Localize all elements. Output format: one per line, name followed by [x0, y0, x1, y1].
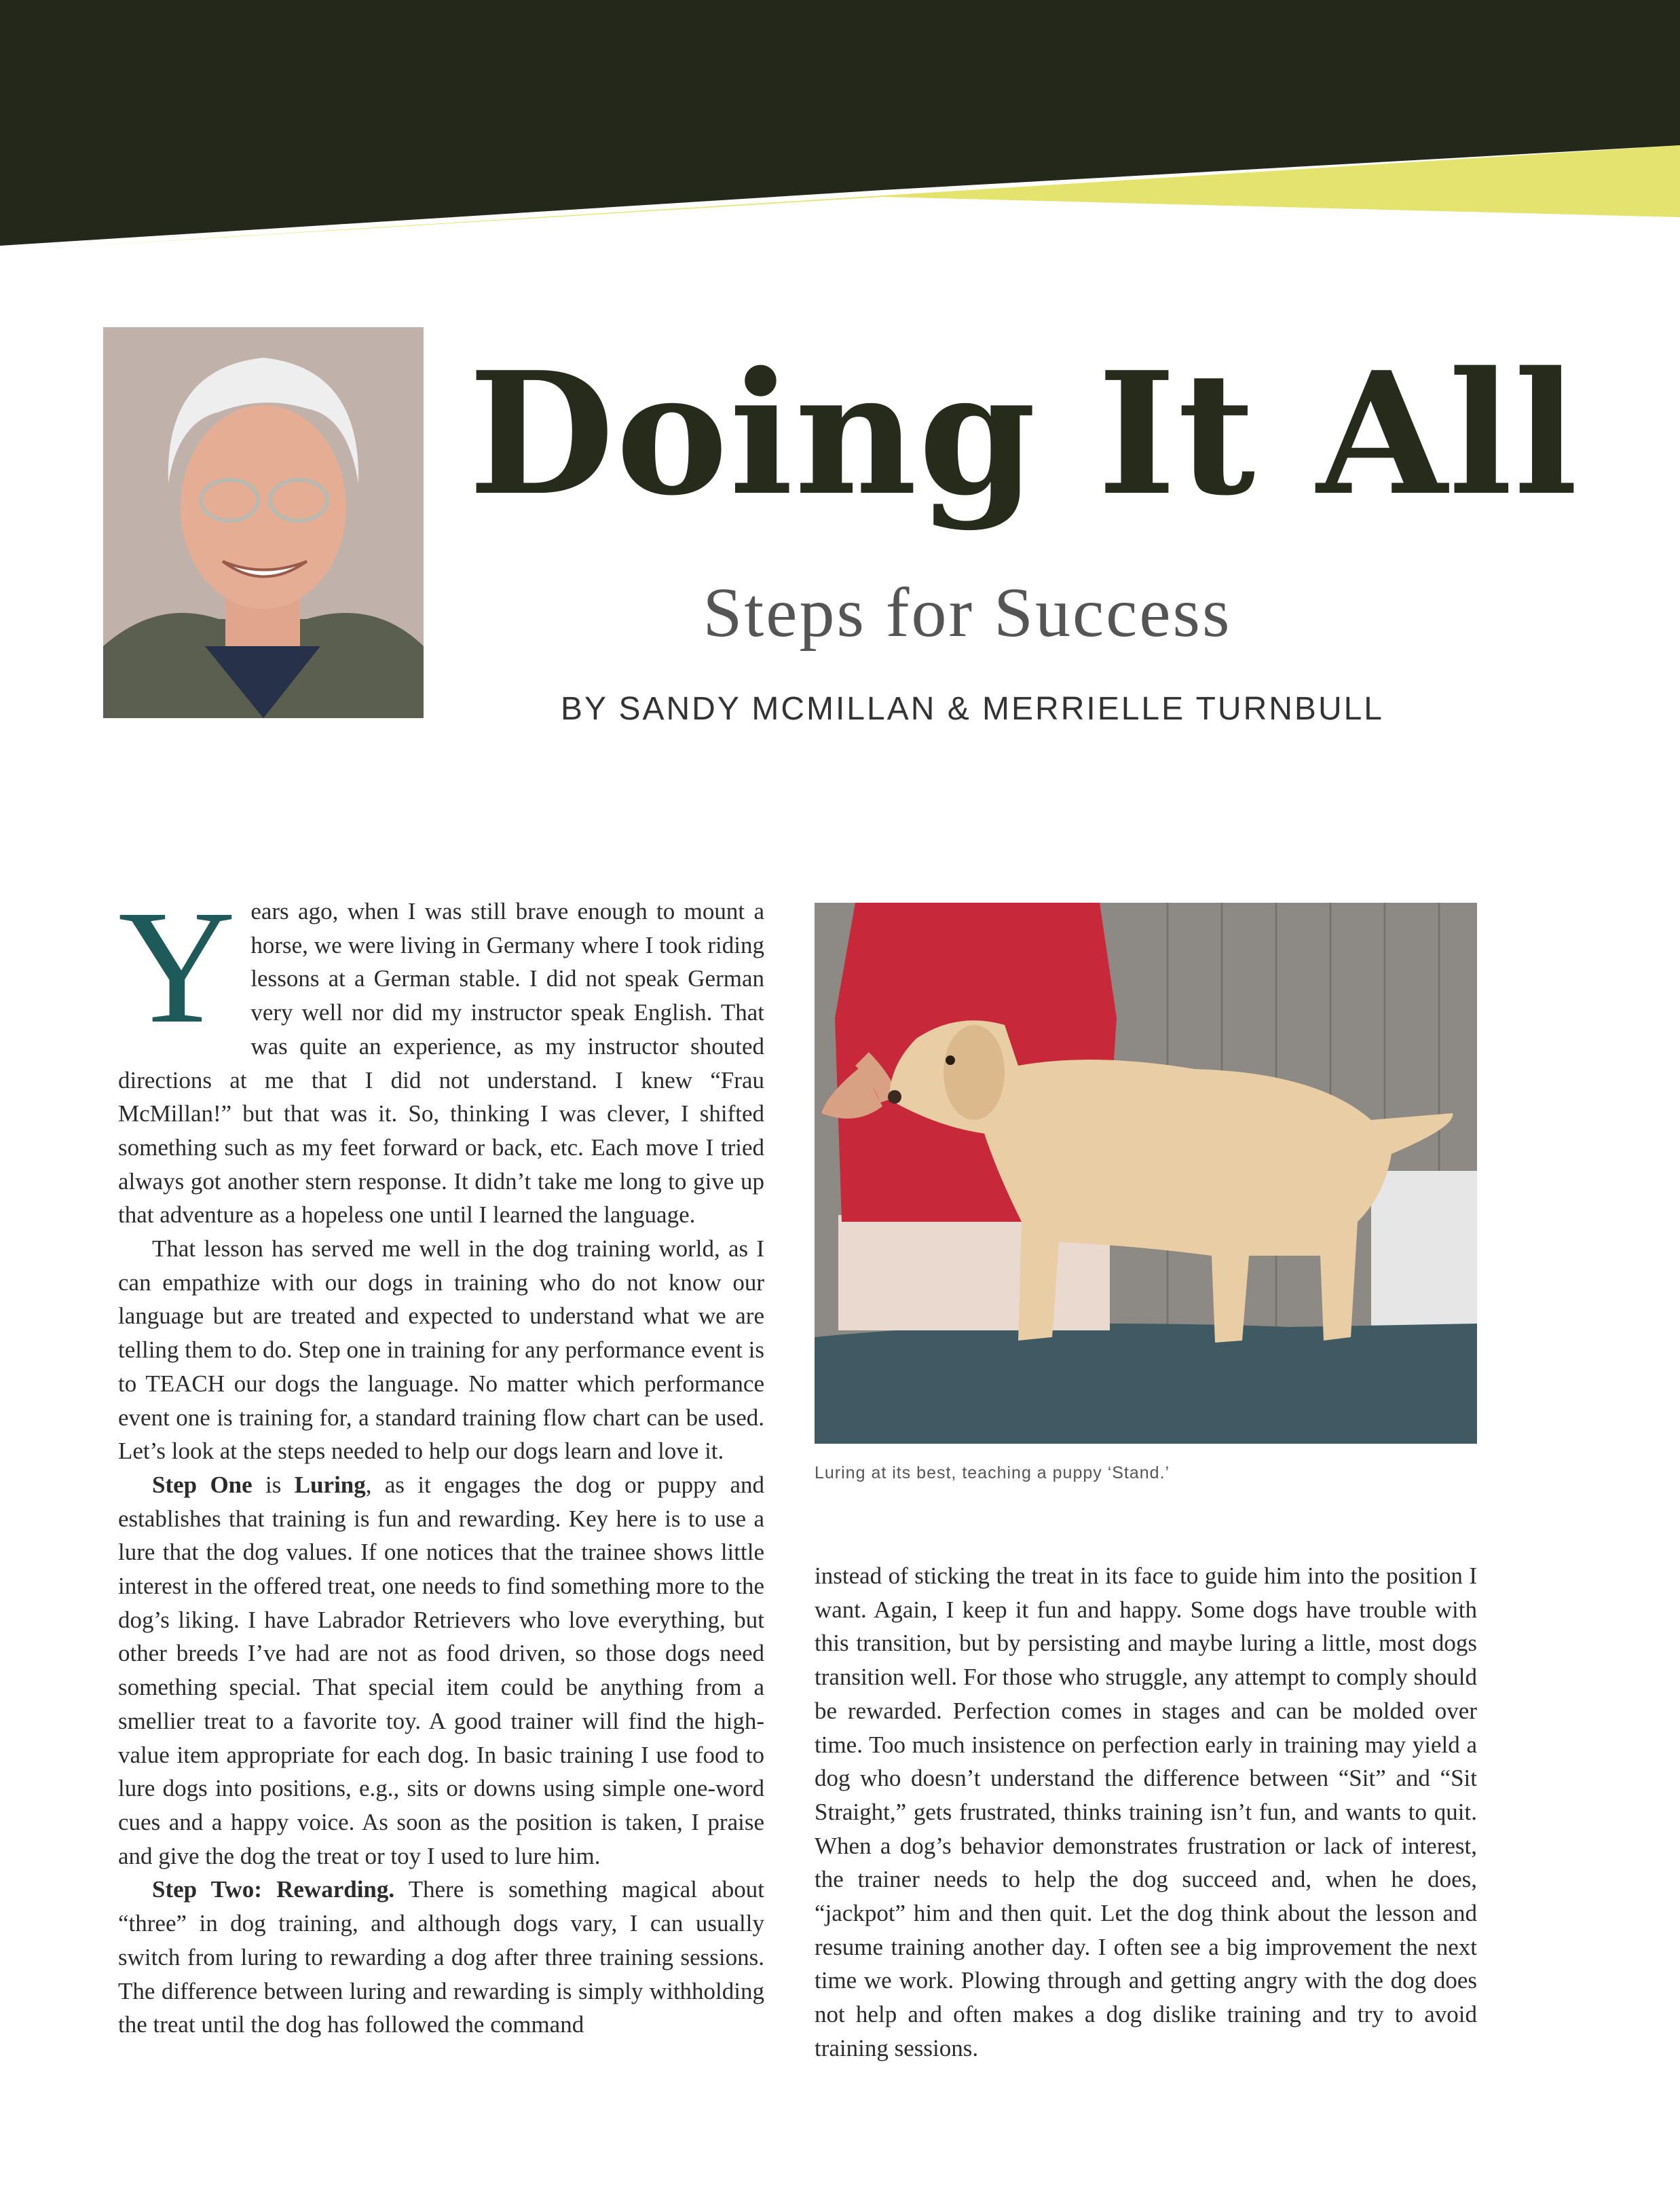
step-two-heading: Step Two: Rewarding. [152, 1876, 395, 1903]
article-title: Doing It All [468, 335, 1580, 533]
article-subtitle: Steps for Success [703, 574, 1232, 652]
author-portrait [103, 327, 424, 718]
drop-cap: Y [118, 876, 236, 1057]
luring-term: Luring [294, 1471, 366, 1498]
article-column-left [118, 876, 764, 2042]
article-byline: BY SANDY MCMILLAN & MERRIELLE TURNBULL [560, 691, 1384, 727]
article-paragraph-4: Step Two: Rewarding. There is something magical about “three” in dog training, and although dogs vary, I can usually switch from luring to rewarding a dog after three training sessions. The difference between luring and rewarding is simply withholding the treat until the dog has followed the command [118, 1876, 764, 2038]
puppy-photo [815, 903, 1477, 1444]
article-paragraph-1: Years ago, when I was still brave enough to mount a horse, we were living in Germany where I took riding lessons at a German stable. I did not speak German very well nor did my instructor speak English. That was quite an experience, as my instructor shouted directions at me that I did not understand. I knew “Frau McMillan!” but that was it. So, thinking I was clever, I shifted something such as my feet forward or back, etc. Each move I tried always got another stern response. It didn’t take me long to give up that adventure as a hopeless one until I learned the language. [118, 876, 764, 1229]
article-paragraph-3: Step One is Luring, as it engages the dog or puppy and establishes that training is fun and rewarding. Key here is to use a lure that the dog values. If one notices that the trainee shows little interest in the offered treat, one needs to find something more to the dog’s liking. I have Labrador Retrievers who love everything, but other breeds I’ve had are not as food driven, so those dogs need something special. That special item could be anything from a smellier treat to a favorite toy. A good trainer will find the high-value item appropriate for each dog. In basic training I use food to lure dogs into positions, e.g., sits or downs using simple one-word cues and a happy voice. As soon as the position is taken, I praise and give the dog the treat or toy I used to lure him. [118, 1471, 764, 1869]
article-paragraph-2: That lesson has served me well in the dog training world, as I can empathize with our dogs in training who do not know our language but are treated and expected to understand what we are telling them to do. Step one in training for any performance event is to TEACH our dogs the language. No matter which performance event one is training for, a standard training flow chart can be used. Let’s look at the steps needed to help our dogs learn and love it. [118, 1235, 764, 1465]
header-banner [0, 0, 1680, 258]
photo-caption: Luring at its best, teaching a puppy ‘Stand.’ [815, 1463, 1170, 1482]
article-paragraph-5: instead of sticking the treat in its face to guide him into the position I want. Again, I keep it fun and happy. Some dogs have trouble with this transition, but by persisting and maybe luring a little, most dogs transition well. For those who struggle, any attempt to comply should be rewarded. Perfection comes in stages and can be molded over time. Too much insistence on perfection early in training may yield a dog who doesn’t understand the difference between “Sit” and “Sit Straight,” gets frustrated, thinks training isn’t fun, and wants to quit. When a dog’s behavior demonstrates frustration or lack of interest, the trainer needs to help the dog succeed and, when he does, “jackpot” him and then quit. Let the dog think about the lesson and resume training another day. I often see a big improvement the next time we work. Plowing through and getting angry with the dog does not help and often makes a dog dislike training and try to avoid training sessions. [815, 1563, 1477, 2061]
step-one-heading: Step One [152, 1471, 253, 1498]
article-column-right [815, 1559, 1477, 2065]
